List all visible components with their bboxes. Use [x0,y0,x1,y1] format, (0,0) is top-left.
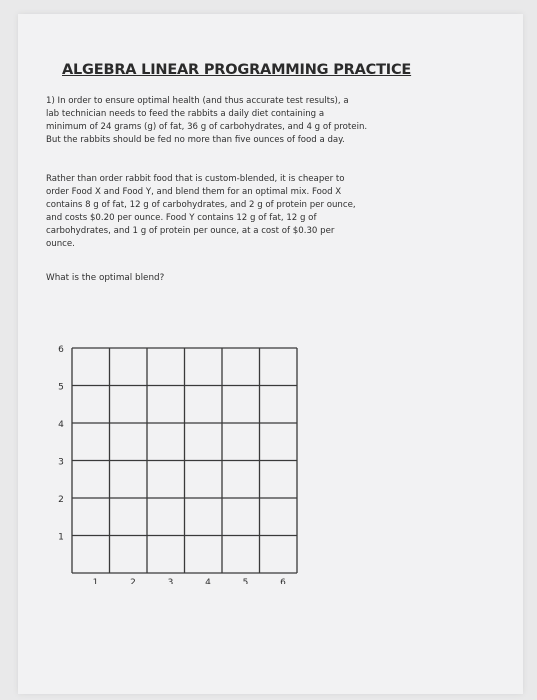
problem-paragraph-2 [46,173,486,251]
x-tick-label: 2 [130,578,136,584]
blank-coordinate-grid [48,334,338,584]
question-text: What is the optimal blend? [46,273,165,283]
x-tick-label: 4 [205,578,211,584]
x-tick-label: 6 [280,578,286,584]
grid-lines [72,348,297,573]
page-title: ALGEBRA LINEAR PROGRAMMING PRACTICE [62,62,412,78]
y-tick-label: 1 [58,532,64,543]
text-line: But the rabbits should be fed no more than five ounces of food a day. [46,135,345,145]
problem-paragraph-1 [46,95,486,147]
y-tick-label: 2 [58,495,64,505]
text-line: ounce. [46,239,75,249]
y-tick-label: 3 [58,457,64,468]
text-line: and costs $0.20 per ounce. Food Y contains 12 g of fat, 12 g of [46,213,317,223]
text-line: minimum of 24 grams (g) of fat, 36 g of carbohydrates, and 4 g of protein. [46,122,368,132]
y-axis-labels [58,345,64,543]
text-line: Rather than order rabbit food that is custom-blended, it is cheaper to [46,174,345,184]
text-line: order Food X and Food Y, and blend them for an optimal mix. Food X [46,187,342,197]
text-line: lab technician needs to feed the rabbits a daily diet containing a [46,109,325,119]
x-axis-labels [93,578,287,584]
y-tick-label: 6 [58,345,64,355]
x-tick-label: 1 [92,578,99,584]
x-tick-label: 3 [167,578,174,584]
y-tick-label: 4 [58,420,64,430]
text-line: contains 8 g of fat, 12 g of carbohydrates, and 2 g of protein per ounce, [46,200,356,210]
text-line: 1) In order to ensure optimal health (and thus accurate test results), a [46,96,349,106]
x-tick-label: 5 [242,578,249,584]
text-line: carbohydrates, and 1 g of protein per ounce, at a cost of $0.30 per [46,226,335,236]
y-tick-label: 5 [58,382,64,393]
